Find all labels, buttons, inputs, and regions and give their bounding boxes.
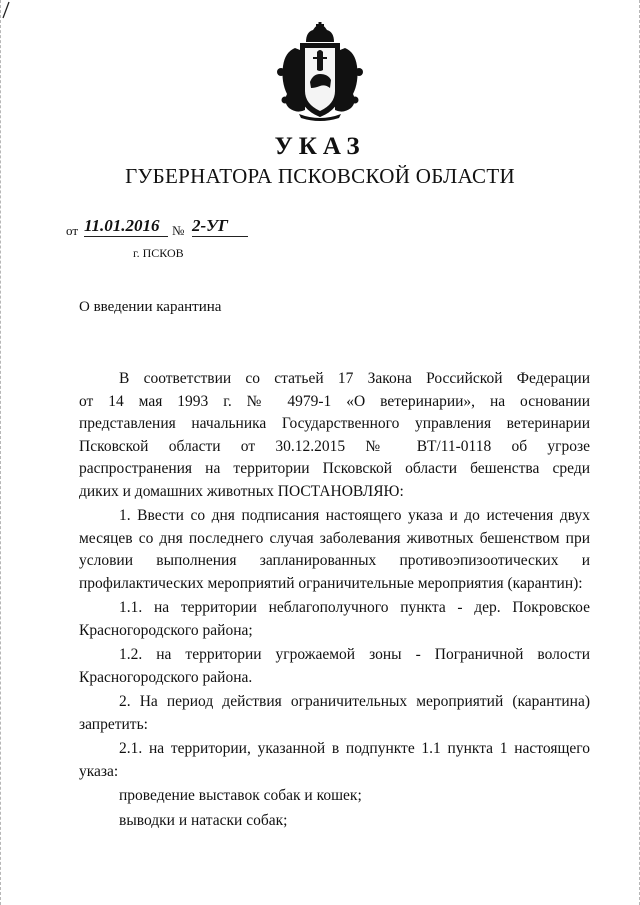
preamble-line: Псковской области от 30.12.2015 № ВТ/11-0118 об угрозе: [79, 437, 590, 455]
preamble-line: распространения на территории Псковской области бешенства среди: [79, 460, 590, 477]
scan-mark-icon: [0, 0, 20, 20]
preamble-line: диких и домашних животных ПОСТАНОВЛЯЮ:: [79, 482, 404, 500]
clause-2-1: 2.1. на территории, указанной в подпункте 1.1 пункта 1 настоящего указа:: [79, 740, 590, 780]
document-date: 11.01.2016: [84, 216, 168, 237]
document-number: 2-УГ: [192, 216, 248, 237]
date-prefix: от: [66, 223, 79, 238]
issue-city: г. ПСКОВ: [133, 246, 184, 260]
document-issuer: ГУБЕРНАТОРА ПСКОВСКОЙ ОБЛАСТИ: [125, 164, 515, 188]
clause-1-2: 1.2. на территории угрожаемой зоны - Пограничной волости Красногородского района.: [79, 646, 590, 686]
document-subject: О введении карантина: [79, 299, 222, 315]
preamble-line: В соответствии со статьей 17 Закона Российской Федерации: [119, 370, 590, 387]
preamble-line: представления начальника Государственного управления ветеринарии: [79, 415, 590, 432]
document-title: УКАЗ: [274, 133, 366, 160]
clause-2: 2. На период действия ограничительных мероприятий (карантина) запретить:: [79, 693, 590, 733]
coat-of-arms-icon: [273, 22, 367, 122]
clause-1: 1. Ввести со дня подписания настоящего указа и до истечения двух месяцев со дня последнего случая заболевания животных бешенством при условии выполнения запланированных противоэпизоотических и профилактических мероприятий ограничительные мероприятия (карантин):: [79, 507, 590, 592]
clause-2-1-item: выводки и натаски собак;: [119, 811, 288, 829]
clause-1-1: 1.1. на территории неблагополучного пункта - дер. Покровское Красногородского района;: [79, 599, 590, 639]
number-prefix: №: [172, 223, 185, 238]
document-body: [79, 368, 590, 832]
preamble-line: от 14 мая 1993 г. № 4979-1 «О ветеринарии», на основании: [79, 392, 590, 410]
clause-2-1-item: проведение выставок собак и кошек;: [119, 787, 362, 804]
